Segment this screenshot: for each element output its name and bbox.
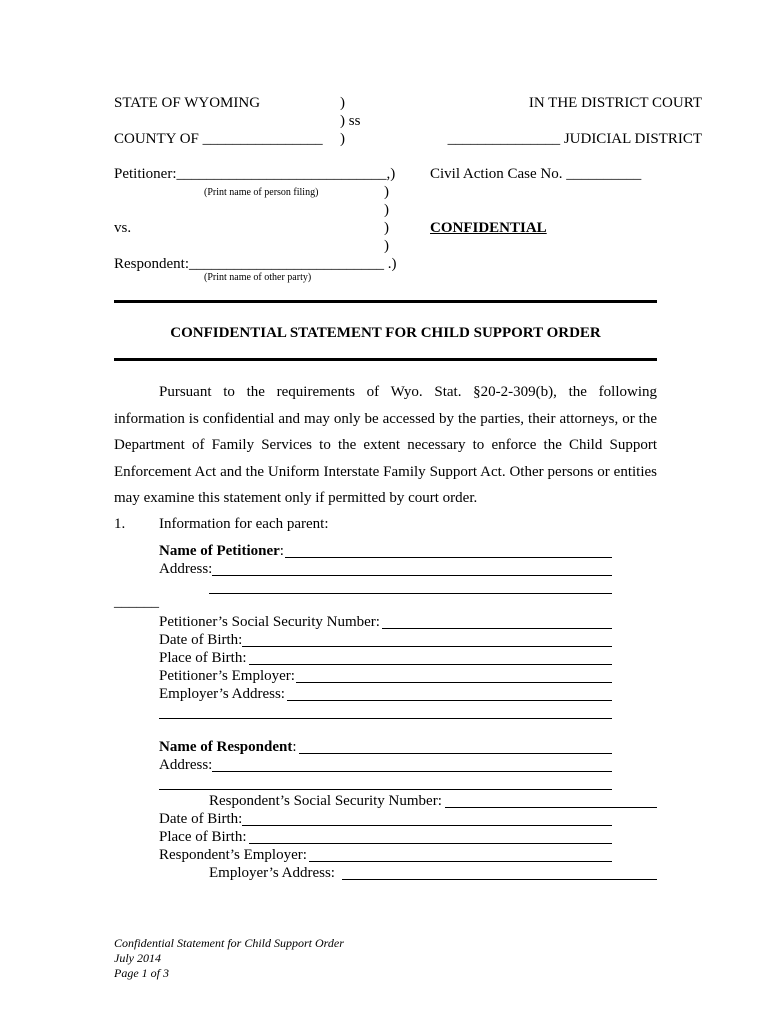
respondent-pob-line[interactable] (249, 843, 612, 844)
petitioner-employer-label: Petitioner’s Employer: (159, 668, 295, 684)
petitioner-employer-address-line-1[interactable] (287, 700, 612, 701)
petitioner-employer-line[interactable] (296, 682, 612, 683)
respondent-employer-line[interactable] (309, 861, 612, 862)
footer-date: July 2014 (114, 951, 161, 965)
state-label: STATE OF WYOMING (114, 95, 261, 111)
petitioner-name-line[interactable] (285, 557, 612, 558)
respondent-address-label: Address: (159, 757, 213, 773)
caption-paren: ) (340, 95, 345, 111)
confidential-label: CONFIDENTIAL (430, 220, 547, 236)
intro-text: Pursuant to the requirements of Wyo. Stat. §20-2-309(b), the following information is confidential and may only be accessed by the parties, their attorneys, or the Department of Family Services to the extent necessary to enforce the Child Support Enforcement Act and the Uniform Interstate Family Support Act. Other persons or entities may examine this statement only if permitted by court order. (114, 384, 657, 506)
petitioner-dob-line[interactable] (242, 646, 612, 647)
petitioner-pob-line[interactable] (249, 664, 612, 665)
intro-paragraph (114, 379, 657, 512)
footer-form-title: Confidential Statement for Child Support Order (114, 936, 344, 950)
footer (114, 936, 344, 981)
respondent-employer-label: Respondent’s Employer: (159, 847, 307, 863)
respondent-employer-address-label: Employer’s Address: (209, 865, 335, 881)
caption-paren: ) (384, 220, 389, 236)
respondent-address-line-1[interactable] (212, 771, 612, 772)
respondent-employer-address-line[interactable] (342, 879, 657, 880)
petitioner-employer-address-line-2[interactable] (159, 718, 612, 719)
petitioner-pob-label: Place of Birth: (159, 650, 247, 666)
petitioner-dob-label: Date of Birth: (159, 632, 243, 648)
document-title: CONFIDENTIAL STATEMENT FOR CHILD SUPPORT ORDER (170, 325, 601, 341)
vs-label: vs. (114, 220, 132, 236)
respondent-dob-label: Date of Birth: (159, 811, 243, 827)
respondent-caption: Respondent:__________________________ .) (114, 256, 397, 272)
petitioner-name-label: Name of Petitioner (159, 543, 280, 559)
respondent-name-label: Name of Respondent (159, 739, 293, 755)
petitioner-note: (Print name of person filing) (204, 187, 319, 198)
caption-paren: ) (340, 131, 345, 147)
respondent-note: (Print name of other party) (204, 272, 312, 283)
ss-label: ) ss (340, 113, 361, 129)
respondent-ssn-line[interactable] (445, 807, 657, 808)
judicial-district-label: _______________ JUDICIAL DISTRICT (447, 131, 702, 147)
caption-paren: ) (384, 184, 389, 200)
footer-page-number: Page 1 of 3 (114, 966, 169, 980)
section-label: Information for each parent: (159, 516, 329, 532)
caption-paren: ) (384, 238, 389, 254)
respondent-address-line-2[interactable] (159, 789, 612, 790)
caption-paren: ) (384, 202, 389, 218)
petitioner-address-line-2[interactable] (209, 593, 612, 594)
respondent-pob-label: Place of Birth: (159, 829, 247, 845)
petitioner-address-label: Address: (159, 561, 213, 577)
petitioner-name-field[interactable]: Name of Petitioner: (159, 543, 284, 559)
petitioner-ssn-label: Petitioner’s Social Security Number: (159, 614, 380, 630)
petitioner-address-line-1[interactable] (212, 575, 612, 576)
case-number-label: Civil Action Case No. __________ (430, 166, 642, 182)
respondent-dob-line[interactable] (242, 825, 612, 826)
petitioner-employer-address-label: Employer’s Address: (159, 686, 285, 702)
respondent-name-line[interactable] (299, 753, 612, 754)
section-number: 1. (114, 516, 126, 532)
respondent-name-field[interactable]: Name of Respondent: (159, 739, 297, 755)
title-rule-bottom (114, 358, 657, 361)
court-label: IN THE DISTRICT COURT (528, 95, 702, 111)
stray-underline: ______ (114, 594, 159, 610)
petitioner-caption: Petitioner:____________________________,) (114, 166, 396, 182)
respondent-ssn-label: Respondent’s Social Security Number: (209, 793, 442, 809)
petitioner-ssn-line[interactable] (382, 628, 612, 629)
title-rule-top (114, 300, 657, 303)
county-label: COUNTY OF ________________ (114, 131, 323, 147)
